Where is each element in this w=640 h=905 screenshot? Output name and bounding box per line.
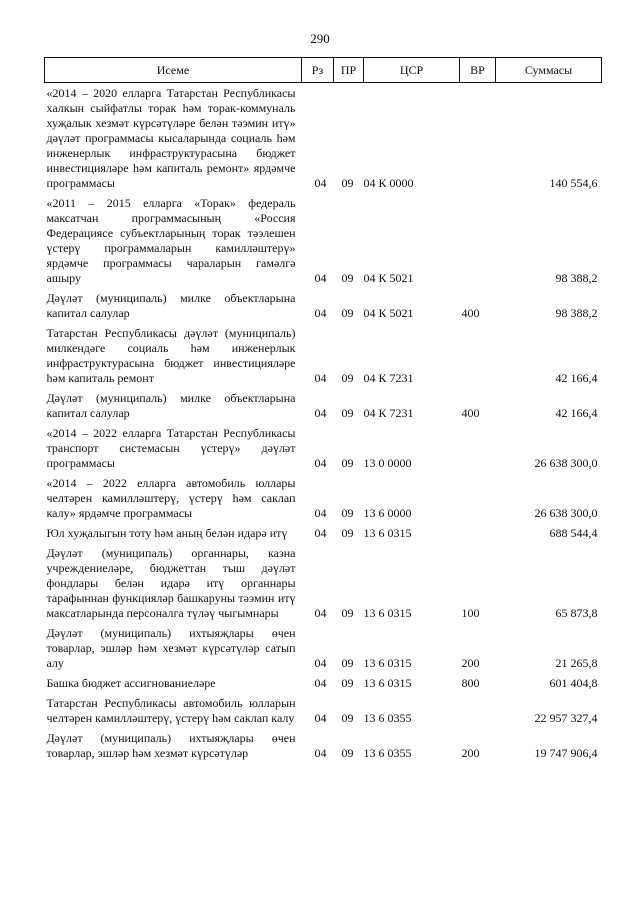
cell-csr: 13 6 0355 xyxy=(363,711,412,725)
cell-sum: 21 265,8 xyxy=(555,656,598,670)
cell-vr xyxy=(460,423,496,473)
cell-name: Дәүләт (муниципаль) ихтыяҗлары өчен товарлар, эшләр һәм хезмәт күрсәтүләр сатып алу xyxy=(46,626,296,670)
cell-rz: 04 xyxy=(314,371,327,385)
cell-csr: 13 6 0000 xyxy=(363,506,412,520)
cell-vr: 200 xyxy=(461,746,480,760)
cell-csr: 13 0 0000 xyxy=(363,456,412,470)
cell-csr: 04 К 7231 xyxy=(363,371,414,385)
cell-pr: 09 xyxy=(341,656,354,670)
cell-name: Дәүләт (муниципаль) милке объектларына капитал салулар xyxy=(46,291,296,320)
cell-rz: 04 xyxy=(314,711,327,725)
cell-sum: 98 388,2 xyxy=(555,271,598,285)
table-row xyxy=(45,288,602,323)
cell-rz: 04 xyxy=(314,656,327,670)
cell-pr: 09 xyxy=(341,456,354,470)
cell-name: Башка бюджет ассигнованиеләре xyxy=(46,676,216,690)
cell-pr: 09 xyxy=(341,506,354,520)
cell-csr: 04 К 0000 xyxy=(363,176,414,190)
header-csr: ЦСР xyxy=(364,58,460,83)
cell-sum: 22 957 327,4 xyxy=(534,711,598,725)
cell-sum: 26 638 300,0 xyxy=(534,456,598,470)
cell-vr xyxy=(460,523,496,543)
cell-sum: 26 638 300,0 xyxy=(534,506,598,520)
cell-name: «2011 – 2015 елларга «Торак» федераль максатчан программасының «Россия Федерациясе субъектларының торак тәэлешен үстерү программаларын камилләштерү» ярдәмче программасы чараларын гамәлгә ашыру xyxy=(46,196,296,285)
cell-name: «2014 – 2022 елларга Татарстан Республикасы транспорт системасын үстерү» дәүләт программасы xyxy=(46,426,296,470)
cell-rz: 04 xyxy=(314,506,327,520)
cell-pr: 09 xyxy=(341,306,354,320)
cell-vr xyxy=(460,473,496,523)
table-row xyxy=(45,728,602,763)
header-vr: ВР xyxy=(460,58,496,83)
cell-pr: 09 xyxy=(341,176,354,190)
header-pr: ПР xyxy=(334,58,364,83)
cell-rz: 04 xyxy=(314,306,327,320)
cell-sum: 42 166,4 xyxy=(555,406,598,420)
cell-rz: 04 xyxy=(314,456,327,470)
table-row xyxy=(45,83,602,194)
table-row xyxy=(45,423,602,473)
cell-vr xyxy=(460,193,496,288)
cell-csr: 13 6 0315 xyxy=(363,656,412,670)
cell-sum: 140 554,6 xyxy=(549,176,598,190)
cell-rz: 04 xyxy=(314,176,327,190)
cell-name: Дәүләт (муниципаль) органнары, казна учреждениеләре, бюджеттан тыш дәүләт фондлары белән идарә итү органнары тарафыннан функцияләр башкаруны тәэмин итү максатларында персоналга түләү чыгымнары xyxy=(46,546,296,620)
cell-rz: 04 xyxy=(314,271,327,285)
cell-pr: 09 xyxy=(341,711,354,725)
cell-pr: 09 xyxy=(341,746,354,760)
cell-vr: 400 xyxy=(461,406,480,420)
table-row xyxy=(45,388,602,423)
cell-name: Татарстан Республикасы автомобиль юлларын челтәрен камилләштерү, үстерү һәм саклап калу xyxy=(46,696,296,725)
cell-vr: 100 xyxy=(461,606,480,620)
header-rz: Рз xyxy=(302,58,334,83)
cell-csr: 13 6 0315 xyxy=(363,606,412,620)
cell-name: «2014 – 2022 елларга автомобиль юллары челтәрен камилләштерү, үстерү һәм саклап калу» ярдәмче программасы xyxy=(46,476,296,520)
cell-csr: 13 6 0355 xyxy=(363,746,412,760)
cell-sum: 42 166,4 xyxy=(555,371,598,385)
cell-name: Дәүләт (муниципаль) милке объектларына капитал салулар xyxy=(46,391,296,420)
table-row xyxy=(45,673,602,693)
cell-rz: 04 xyxy=(314,676,327,690)
cell-pr: 09 xyxy=(341,406,354,420)
cell-rz: 04 xyxy=(314,526,327,540)
cell-sum: 688 544,4 xyxy=(549,526,598,540)
cell-sum: 65 873,8 xyxy=(555,606,598,620)
cell-sum: 98 388,2 xyxy=(555,306,598,320)
table-row xyxy=(45,623,602,673)
cell-pr: 09 xyxy=(341,371,354,385)
header-sum: Суммасы xyxy=(496,58,602,83)
table-row xyxy=(45,193,602,288)
cell-name: Татарстан Республикасы дәүләт (муниципаль) милкендәге социаль һәм инженерлык инфраструктурасына бюджет инвестицияләре һәм капиталь ремонт xyxy=(46,326,296,385)
cell-name: Юл хуҗалыгын тоту һәм аның белән идарә итү xyxy=(46,526,288,540)
cell-name: «2014 – 2020 елларга Татарстан Республикасы халкын сыйфатлы торак һәм торак-коммуналь хуҗалык хезмәт күрсәтүләре белән тәэмин итү» дәүләт программасы кысаларында социаль һәм инженерлык инфраструктурасына бюджет инвестицияләре һәм капиталь ремонт» ярдәмче программасы xyxy=(46,86,296,190)
table-row xyxy=(45,543,602,623)
cell-vr: 400 xyxy=(461,306,480,320)
budget-table xyxy=(44,57,602,763)
cell-sum: 19 747 906,4 xyxy=(534,746,598,760)
table-row xyxy=(45,693,602,728)
page-number: 290 xyxy=(310,31,330,46)
cell-pr: 09 xyxy=(341,606,354,620)
cell-csr: 04 К 5021 xyxy=(363,306,414,320)
cell-csr: 13 6 0315 xyxy=(363,526,412,540)
header-name: Исеме xyxy=(45,58,302,83)
cell-name: Дәүләт (муниципаль) ихтыяҗлары өчен товарлар, эшләр һәм хезмәт күрсәтүләр xyxy=(46,731,296,760)
cell-rz: 04 xyxy=(314,746,327,760)
cell-pr: 09 xyxy=(341,271,354,285)
cell-vr: 200 xyxy=(461,656,480,670)
cell-vr xyxy=(460,83,496,194)
cell-csr: 04 К 7231 xyxy=(363,406,414,420)
cell-vr xyxy=(460,323,496,388)
cell-vr xyxy=(460,693,496,728)
cell-sum: 601 404,8 xyxy=(549,676,598,690)
table-header-row xyxy=(45,58,602,83)
table-row xyxy=(45,473,602,523)
cell-csr: 13 6 0315 xyxy=(363,676,412,690)
cell-pr: 09 xyxy=(341,676,354,690)
cell-vr: 800 xyxy=(461,676,480,690)
cell-rz: 04 xyxy=(314,606,327,620)
cell-csr: 04 К 5021 xyxy=(363,271,414,285)
table-row xyxy=(45,323,602,388)
cell-pr: 09 xyxy=(341,526,354,540)
cell-rz: 04 xyxy=(314,406,327,420)
table-row xyxy=(45,523,602,543)
